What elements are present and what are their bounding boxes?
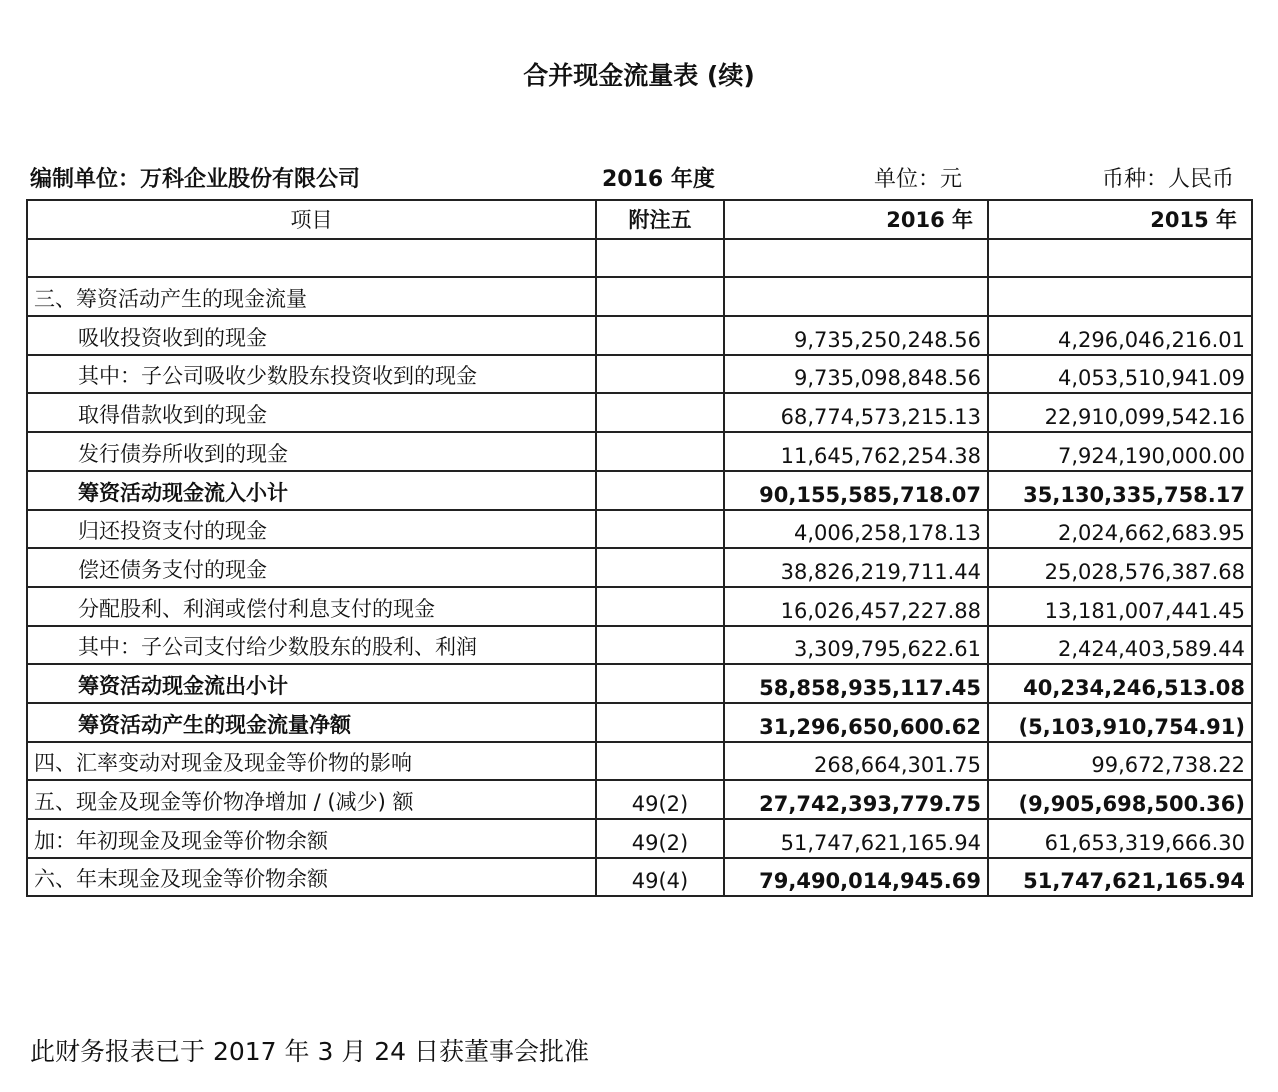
table-row	[27, 355, 1252, 394]
row-value-2015: (5,103,910,754.91)	[988, 703, 1252, 742]
row-value-2016: 16,026,457,227.88	[724, 587, 988, 626]
table-row	[27, 548, 1252, 587]
row-note	[596, 355, 724, 394]
header-year-2016: 2016 年	[724, 200, 988, 239]
table-row	[27, 432, 1252, 471]
row-value-2016: 3,309,795,622.61	[724, 626, 988, 665]
row-value-2016: 9,735,250,248.56	[724, 316, 988, 355]
row-label: 其中：子公司支付给少数股东的股利、利润	[27, 626, 596, 665]
table-row	[27, 858, 1252, 897]
row-value-2015: 35,130,335,758.17	[988, 471, 1252, 510]
row-value-2016: 51,747,621,165.94	[724, 819, 988, 858]
row-note	[596, 626, 724, 665]
row-value-2015: 25,028,576,387.68	[988, 548, 1252, 587]
header-year-2015: 2015 年	[988, 200, 1252, 239]
row-label: 其中：子公司吸收少数股东投资收到的现金	[27, 355, 596, 394]
row-value-2016: 38,826,219,711.44	[724, 548, 988, 587]
table-row	[27, 239, 1252, 278]
table-header-row	[27, 200, 1252, 239]
row-value-2015: 51,747,621,165.94	[988, 858, 1252, 897]
row-label: 取得借款收到的现金	[27, 393, 596, 432]
table-row	[27, 471, 1252, 510]
row-value-2015: 2,424,403,589.44	[988, 626, 1252, 665]
row-label: 偿还债务支付的现金	[27, 548, 596, 587]
row-value-2016: 27,742,393,779.75	[724, 780, 988, 819]
row-label: 发行债券所收到的现金	[27, 432, 596, 471]
row-value-2015: 13,181,007,441.45	[988, 587, 1252, 626]
row-label: 筹资活动现金流出小计	[27, 664, 596, 703]
row-label: 吸收投资收到的现金	[27, 316, 596, 355]
row-value-2016: 68,774,573,215.13	[724, 393, 988, 432]
row-value-2016: 31,296,650,600.62	[724, 703, 988, 742]
row-label: 三、筹资活动产生的现金流量	[27, 277, 596, 316]
row-value-2015: 22,910,099,542.16	[988, 393, 1252, 432]
table-row	[27, 393, 1252, 432]
row-value-2015	[988, 277, 1252, 316]
row-value-2015	[988, 239, 1252, 278]
row-note	[596, 548, 724, 587]
row-note	[596, 316, 724, 355]
row-note	[596, 432, 724, 471]
row-value-2015: 99,672,738.22	[988, 742, 1252, 781]
row-value-2015: 7,924,190,000.00	[988, 432, 1252, 471]
row-value-2016: 90,155,585,718.07	[724, 471, 988, 510]
table-row	[27, 819, 1252, 858]
period-label: 2016 年度	[602, 167, 715, 192]
row-label: 加：年初现金及现金等价物余额	[27, 819, 596, 858]
company-label: 编制单位：万科企业股份有限公司	[30, 167, 361, 192]
header-item: 项目	[27, 200, 596, 239]
row-value-2015: 2,024,662,683.95	[988, 510, 1252, 549]
row-note: 49(4)	[596, 858, 724, 897]
row-label: 四、汇率变动对现金及现金等价物的影响	[27, 742, 596, 781]
table-row	[27, 664, 1252, 703]
row-label	[27, 239, 596, 278]
row-note	[596, 703, 724, 742]
table-row	[27, 510, 1252, 549]
approval-note: 此财务报表已于 2017 年 3 月 24 日获董事会批准	[30, 1037, 590, 1066]
row-value-2016: 4,006,258,178.13	[724, 510, 988, 549]
row-value-2016: 79,490,014,945.69	[724, 858, 988, 897]
row-value-2016	[724, 239, 988, 278]
row-value-2016: 58,858,935,117.45	[724, 664, 988, 703]
table-row	[27, 626, 1252, 665]
row-note	[596, 277, 724, 316]
table-row	[27, 742, 1252, 781]
row-label: 分配股利、利润或偿付利息支付的现金	[27, 587, 596, 626]
row-value-2015: 4,296,046,216.01	[988, 316, 1252, 355]
row-note	[596, 664, 724, 703]
row-value-2016: 268,664,301.75	[724, 742, 988, 781]
row-label: 筹资活动现金流入小计	[27, 471, 596, 510]
row-value-2016: 9,735,098,848.56	[724, 355, 988, 394]
row-label: 筹资活动产生的现金流量净额	[27, 703, 596, 742]
currency-label: 币种：人民币	[1101, 167, 1234, 192]
row-note	[596, 587, 724, 626]
table-row	[27, 316, 1252, 355]
table-row	[27, 780, 1252, 819]
row-value-2016	[724, 277, 988, 316]
row-note	[596, 742, 724, 781]
unit-label: 单位：元	[874, 167, 963, 192]
row-note	[596, 471, 724, 510]
row-note	[596, 393, 724, 432]
row-note	[596, 510, 724, 549]
row-value-2015: 61,653,319,666.30	[988, 819, 1252, 858]
row-value-2015: (9,905,698,500.36)	[988, 780, 1252, 819]
row-note: 49(2)	[596, 819, 724, 858]
table-row	[27, 703, 1252, 742]
row-label: 归还投资支付的现金	[27, 510, 596, 549]
header-note: 附注五	[596, 200, 724, 239]
table-row	[27, 587, 1252, 626]
row-value-2015: 40,234,246,513.08	[988, 664, 1252, 703]
page-title: 合并现金流量表 (续)	[523, 61, 755, 90]
row-value-2016: 11,645,762,254.38	[724, 432, 988, 471]
row-value-2015: 4,053,510,941.09	[988, 355, 1252, 394]
row-note: 49(2)	[596, 780, 724, 819]
row-label: 六、年末现金及现金等价物余额	[27, 858, 596, 897]
cash-flow-table	[26, 199, 1253, 897]
row-label: 五、现金及现金等价物净增加 / (减少) 额	[27, 780, 596, 819]
table-row	[27, 277, 1252, 316]
row-note	[596, 239, 724, 278]
